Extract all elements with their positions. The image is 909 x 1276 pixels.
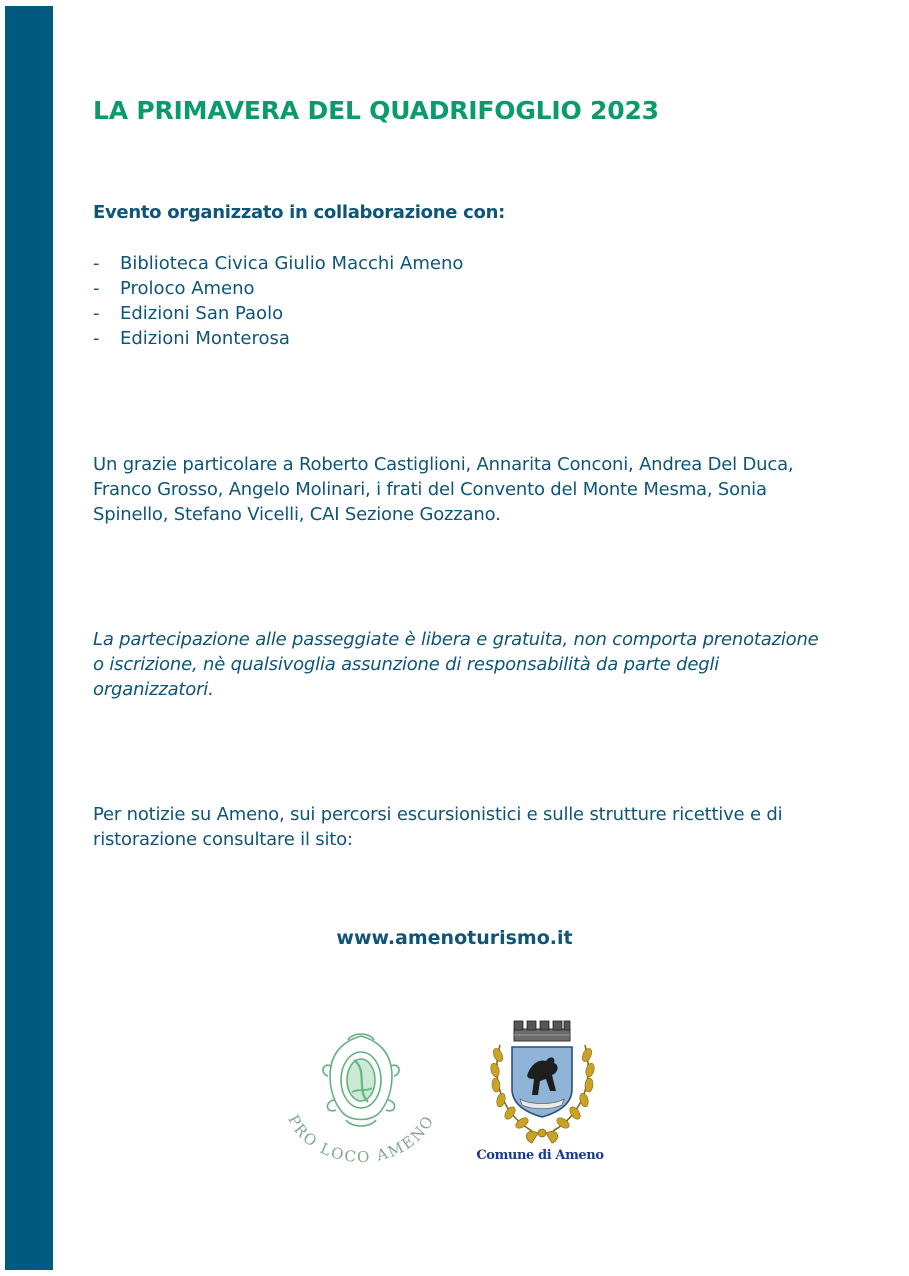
list-marker: - bbox=[93, 328, 100, 349]
list-marker: - bbox=[93, 303, 100, 324]
thanks-paragraph: Un grazie particolare a Roberto Castiglioni, Annarita Conconi, Andrea Del Duca, Franco Grosso, Angelo Molinari, i frati del Convento del Monte Mesma, Sonia Spinello, Stefano Vicelli, CAI Sezione Gozzano. bbox=[93, 454, 794, 525]
collaborators-list bbox=[93, 251, 463, 351]
website-link[interactable]: www.amenoturismo.it bbox=[336, 927, 573, 949]
comune-coat-of-arms bbox=[470, 1015, 615, 1167]
proloco-logo bbox=[276, 1030, 446, 1170]
svg-text:PRO LOCO AMENO: PRO LOCO AMENO bbox=[284, 1111, 438, 1167]
list-item bbox=[93, 276, 463, 301]
collaborator-name: Proloco Ameno bbox=[120, 278, 255, 299]
side-bar bbox=[5, 6, 53, 1270]
comune-caption: Comune di Ameno bbox=[476, 1148, 604, 1163]
list-item bbox=[93, 251, 463, 276]
collaborator-name: Edizioni San Paolo bbox=[120, 303, 284, 324]
list-marker: - bbox=[93, 253, 100, 274]
notice-paragraph: La partecipazione alle passeggiate è libera e gratuita, non comporta prenotazione o iscrizione, nè qualsivoglia assunzione di responsabilità da parte degli organizzatori. bbox=[93, 629, 819, 700]
collaboration-heading: Evento organizzato in collaborazione con: bbox=[93, 202, 505, 223]
info-paragraph: Per notizie su Ameno, sui percorsi escursionistici e sulle strutture ricettive e di ristorazione consultare il sito: bbox=[93, 804, 783, 850]
list-marker: - bbox=[93, 278, 100, 299]
collaborator-name: Edizioni Monterosa bbox=[120, 328, 290, 349]
list-item bbox=[93, 301, 463, 326]
collaborator-name: Biblioteca Civica Giulio Macchi Ameno bbox=[120, 253, 464, 274]
list-item bbox=[93, 326, 463, 351]
page-title: LA PRIMAVERA DEL QUADRIFOGLIO 2023 bbox=[93, 96, 659, 125]
